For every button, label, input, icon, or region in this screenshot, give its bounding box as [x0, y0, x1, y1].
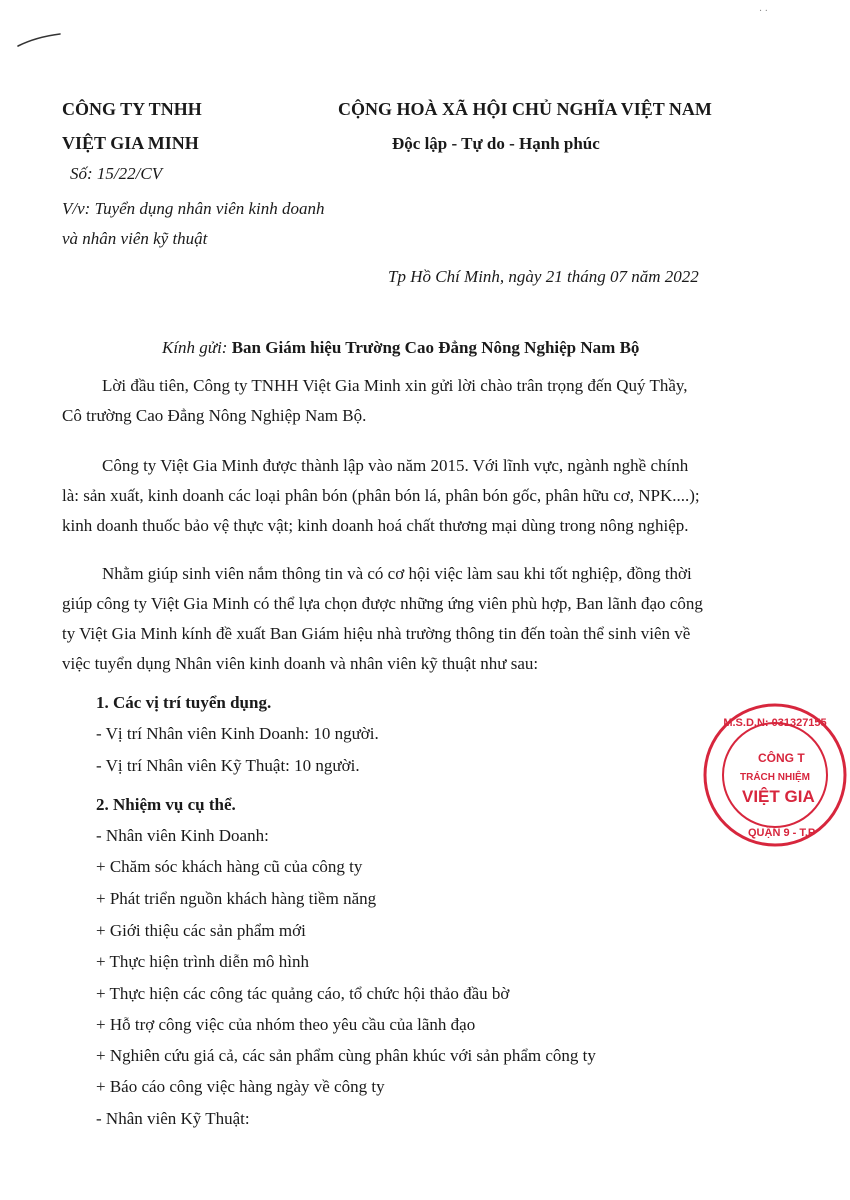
- svg-text:VIỆT GIA: VIỆT GIA: [742, 787, 815, 806]
- technical-staff-label: - Nhân viên Kỹ Thuật:: [96, 1109, 250, 1128]
- subject-line1: V/v: Tuyển dụng nhân viên kinh doanh: [62, 199, 325, 218]
- paragraph-3-line-1: Nhằm giúp sinh viên nắm thông tin và có cơ hội việc làm sau khi tốt nghiệp, đồng thời: [102, 564, 692, 583]
- sales-staff-label: - Nhân viên Kinh Doanh:: [96, 826, 269, 845]
- paragraph-1-line-1: Lời đầu tiên, Công ty TNHH Việt Gia Minh xin gửi lời chào trân trọng đến Quý Thầy,: [102, 376, 688, 395]
- svg-text:TRÁCH NHIỆM: TRÁCH NHIỆM: [740, 772, 810, 783]
- paragraph-3-line-4: việc tuyển dụng Nhân viên kinh doanh và nhân viên kỹ thuật như sau:: [62, 654, 539, 673]
- company-seal-stamp: [700, 700, 850, 850]
- document-number: Số: 15/22/CV: [70, 164, 163, 183]
- section-1-item: - Vị trí Nhân viên Kinh Doanh: 10 người.: [96, 724, 379, 743]
- document-date: Tp Hồ Chí Minh, ngày 21 tháng 07 năm 2022: [388, 267, 699, 286]
- company-name-line2: VIỆT GIA MINH: [62, 133, 199, 153]
- recipient-line: [162, 337, 639, 359]
- section-1-heading: 1. Các vị trí tuyển dụng.: [96, 693, 272, 712]
- sales-duty-item: + Phát triển nguồn khách hàng tiềm năng: [96, 889, 377, 908]
- section-2-heading: 2. Nhiệm vụ cụ thể.: [96, 795, 236, 814]
- paragraph-2-line-2: là: sản xuất, kinh doanh các loại phân bón (phân bón lá, phân bón gốc, phân hữu cơ, NPK....);: [62, 486, 700, 505]
- subject-line2: và nhân viên kỹ thuật: [62, 229, 208, 248]
- sales-duty-item: + Hỗ trợ công việc của nhóm theo yêu cầu của lãnh đạo: [96, 1015, 476, 1034]
- sales-duty-item: + Nghiên cứu giá cả, các sản phẩm cùng phân khúc với sản phẩm công ty: [96, 1046, 596, 1065]
- svg-text:QUẬN 9 - T.P: QUẬN 9 - T.P: [748, 827, 816, 839]
- sales-duty-item: + Thực hiện trình diễn mô hình: [96, 952, 310, 971]
- sales-duty-item: + Báo cáo công việc hàng ngày về công ty: [96, 1077, 385, 1096]
- sales-duty-item: + Giới thiệu các sản phẩm mới: [96, 921, 306, 940]
- section-1-item: - Vị trí Nhân viên Kỹ Thuật: 10 người.: [96, 756, 360, 775]
- paragraph-2-line-1: Công ty Việt Gia Minh được thành lập vào năm 2015. Với lĩnh vực, ngành nghề chính: [102, 456, 689, 475]
- recipient-name: Ban Giám hiệu Trường Cao Đẳng Nông Nghiệp Nam Bộ: [231, 338, 640, 357]
- recipient-label: Kính gửi:: [162, 338, 228, 357]
- nation-title: CỘNG HOÀ XÃ HỘI CHỦ NGHĨA VIỆT NAM: [338, 99, 712, 119]
- paragraph-3-line-2: giúp công ty Việt Gia Minh có thể lựa chọn được những ứng viên phù hợp, Ban lãnh đạo công: [62, 594, 703, 613]
- sales-duty-item: + Chăm sóc khách hàng cũ của công ty: [96, 857, 363, 876]
- pen-stroke-mark: [16, 28, 64, 50]
- paragraph-2-line-3: kinh doanh thuốc bảo vệ thực vật; kinh doanh hoá chất thương mại dùng trong nông nghiệp.: [62, 516, 689, 535]
- corner-dots: · ·: [758, 6, 768, 17]
- paragraph-3-line-3: ty Việt Gia Minh kính đề xuất Ban Giám hiệu nhà trường thông tin đến toàn thể sinh viên về: [62, 624, 691, 643]
- nation-motto: Độc lập - Tự do - Hạnh phúc: [392, 134, 600, 153]
- paragraph-1-line-2: Cô trường Cao Đẳng Nông Nghiệp Nam Bộ.: [62, 406, 367, 425]
- svg-text:CÔNG T: CÔNG T: [758, 751, 805, 765]
- company-name-line1: CÔNG TY TNHH: [62, 99, 202, 119]
- svg-text:M.S.D.N: 031327155: M.S.D.N: 031327155: [723, 717, 827, 729]
- sales-duty-item: + Thực hiện các công tác quảng cáo, tổ chức hội thảo đầu bờ: [96, 984, 510, 1003]
